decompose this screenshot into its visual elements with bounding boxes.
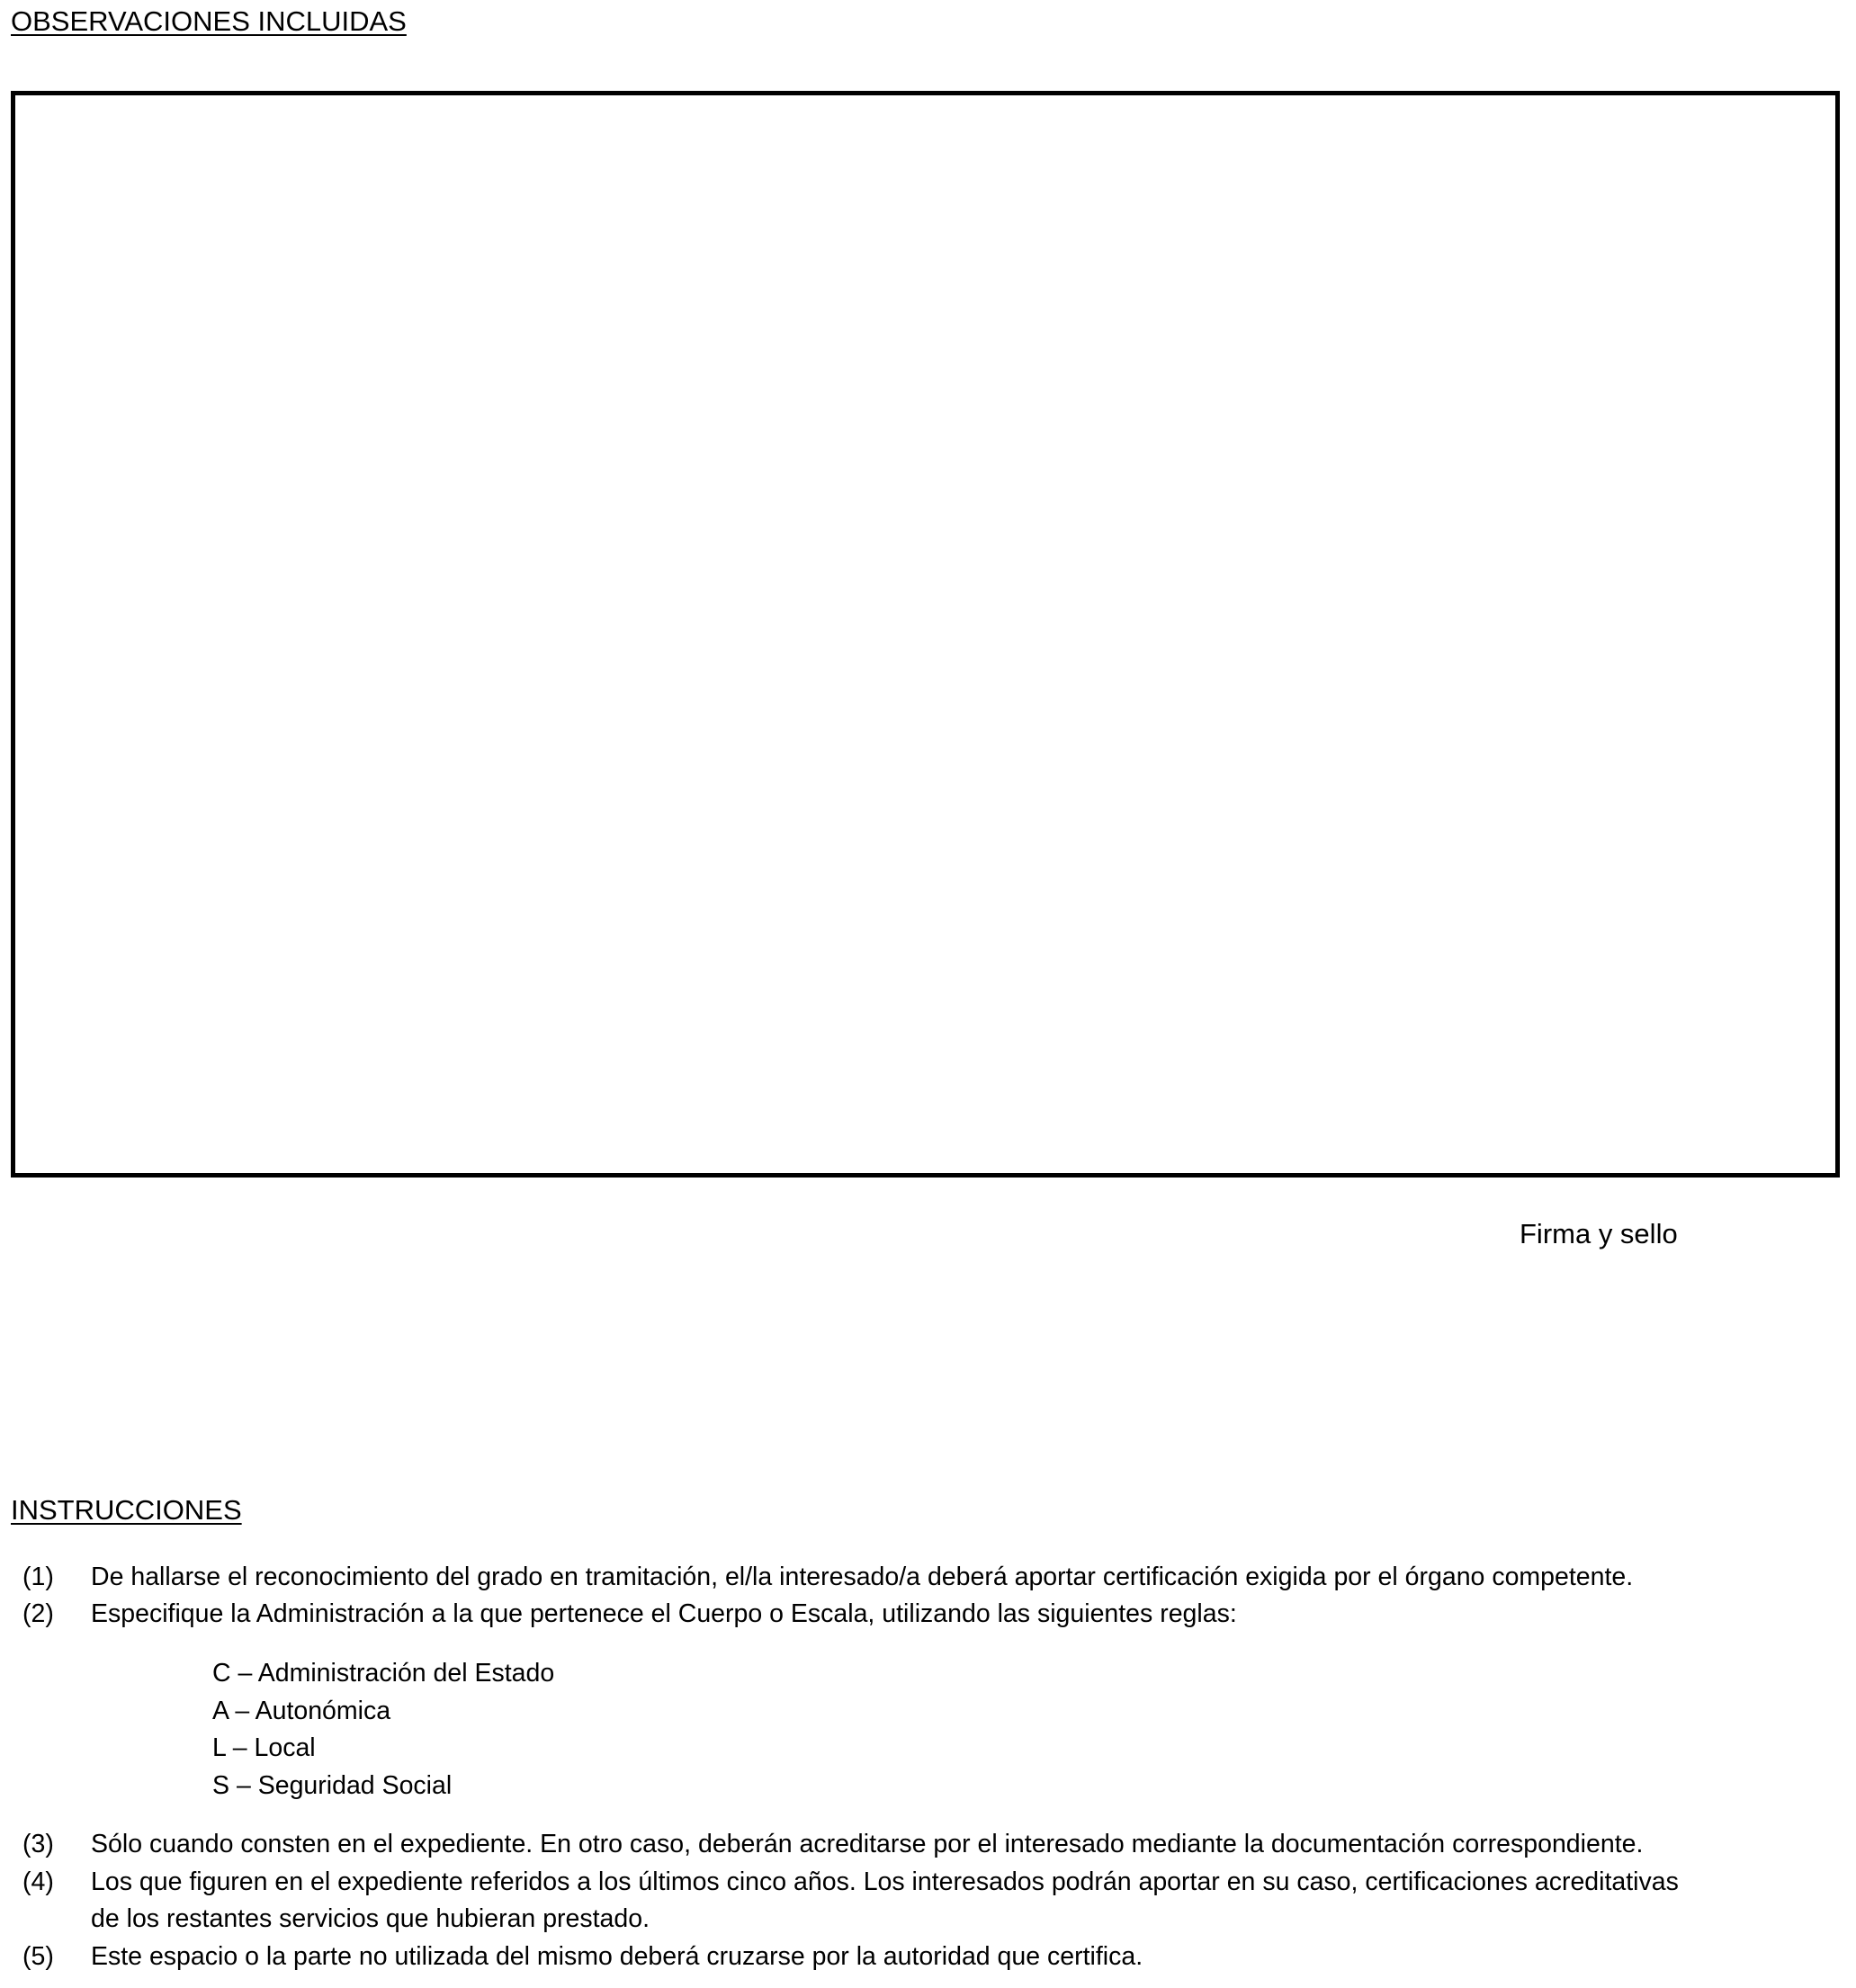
observaciones-heading: OBSERVACIONES INCLUIDAS <box>11 5 407 37</box>
note-number: (1) <box>22 1563 54 1591</box>
note-text: De hallarse el reconocimiento del grado en tramitación, el/la interesado/a deberá aportar certificación exigida por el órgano competente. <box>91 1563 1634 1591</box>
rule-label: Local <box>254 1733 316 1762</box>
note-text: Especifique la Administración a la que pertenece el Cuerpo o Escala, utilizando las siguientes reglas: <box>91 1599 1237 1628</box>
note-text: Este espacio o la parte no utilizada del mismo deberá cruzarse por la autoridad que certifica. <box>91 1942 1143 1971</box>
instrucciones-heading: INSTRUCCIONES <box>11 1494 242 1526</box>
rule-code: C <box>212 1659 231 1688</box>
rule-label: Autonómica <box>255 1697 391 1725</box>
note-number: (3) <box>22 1830 54 1858</box>
rule-separator: – <box>235 1697 250 1725</box>
rule-item <box>212 1655 554 1693</box>
rule-label: Seguridad Social <box>257 1771 453 1800</box>
signature-label: Firma y sello <box>1520 1218 1678 1249</box>
rule-code: S <box>212 1771 230 1800</box>
rule-code: L <box>212 1733 226 1762</box>
note-text: de los restantes servicios que hubieran prestado. <box>91 1904 650 1933</box>
observaciones-box[interactable] <box>11 91 1840 1178</box>
rule-item <box>212 1768 452 1805</box>
rule-code: A <box>212 1697 229 1725</box>
rule-label: Administración del Estado <box>257 1659 555 1688</box>
rule-separator: – <box>236 1771 251 1800</box>
rule-item <box>212 1693 390 1731</box>
rule-item <box>212 1730 316 1768</box>
note-number: (4) <box>22 1867 54 1896</box>
note-number: (2) <box>22 1599 54 1628</box>
note-number: (5) <box>22 1942 54 1971</box>
note-text: Sólo cuando consten en el expediente. En otro caso, deberán acreditarse por el interesado mediante la documentación correspondiente. <box>91 1830 1644 1858</box>
note-text: Los que figuren en el expediente referidos a los últimos cinco años. Los interesados podrán aportar en su caso, certificaciones acreditativas <box>91 1867 1679 1896</box>
rule-separator: – <box>232 1733 247 1762</box>
rule-separator: – <box>238 1659 253 1688</box>
